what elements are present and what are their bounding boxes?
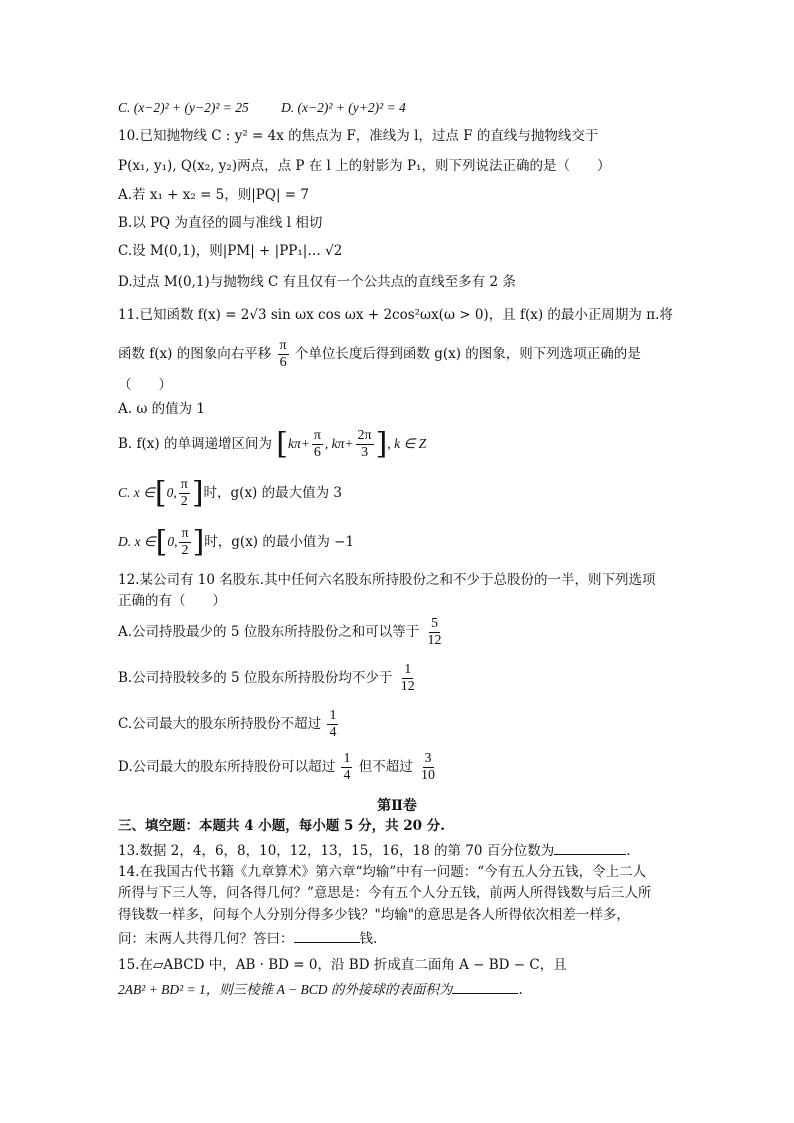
fraction-denominator: 12	[400, 679, 415, 694]
fraction-numerator: π	[181, 526, 189, 541]
answer-blank[interactable]	[554, 840, 626, 855]
q11-option-b	[118, 424, 426, 464]
fraction-numerator: 1	[329, 708, 337, 723]
q12-d-mid: 但不超过	[358, 759, 413, 775]
fraction-denominator: 6	[313, 445, 321, 460]
q11-d-post: 时，g(x) 的最小值为 −1	[204, 534, 355, 550]
q11-c-pre: C. x ∈	[118, 485, 155, 500]
q15-line2-post: .	[518, 982, 523, 998]
q11-b-part2: , kπ+	[324, 436, 354, 451]
q12-option-b	[118, 659, 419, 697]
q12-option-a	[118, 613, 446, 651]
q10-option-c: C.设 M(0,1)，则|PM| + |PP₁|… √2	[118, 243, 343, 259]
q9-options	[118, 98, 406, 118]
q12-d-fraction2	[419, 751, 437, 784]
fraction-denominator: 10	[421, 768, 436, 783]
q11-option-d	[118, 522, 354, 562]
q11-c-fraction	[179, 477, 190, 510]
fraction-numerator: 1	[404, 662, 412, 677]
q15-line2-pre: 2AB² + BD² = 1，则三棱锥 A − BCD 的外接球的表面积为	[118, 982, 453, 997]
q11-b-part1: kπ+	[287, 436, 310, 451]
q12-b-text: B.公司持股较多的 5 位股东所持股份均不少于	[118, 670, 393, 686]
q12-b-fraction	[399, 662, 417, 695]
fraction-denominator: 6	[279, 355, 287, 370]
q12-a-fraction	[426, 616, 444, 649]
q11-stem-line2	[118, 336, 641, 372]
left-bracket: [	[154, 475, 167, 511]
q13-end: .	[626, 843, 631, 859]
left-bracket: [	[276, 426, 288, 462]
q14-line4-post: 钱.	[359, 931, 378, 947]
q12-option-d	[118, 748, 439, 786]
q11-b-fraction2	[356, 428, 374, 461]
fraction-numerator: 5	[431, 616, 439, 631]
right-bracket: ]	[191, 475, 204, 511]
left-bracket: [	[155, 524, 168, 560]
q11-b-post: , k ∈ Z	[387, 436, 427, 451]
q11-stem2-pre: 函数 f(x) 的图象向右平移	[118, 346, 272, 362]
q12-d-text: D.公司最大的股东所持股份可以超过	[118, 759, 336, 775]
q14-line4-pre: 问：末两人共得几何？答曰：	[118, 931, 294, 947]
q12-c-fraction	[327, 708, 338, 741]
q15-line2	[118, 979, 523, 1000]
fraction-numerator: π	[313, 428, 321, 443]
q11-c-post: 时，g(x) 的最大值为 3	[203, 485, 342, 501]
q14-line2: 所得与下三人等，问各得几何？”意思是：今有五个人分五钱，前两人所得钱数与后三人所	[118, 885, 652, 901]
fill-in-section-heading: 三、填空题：本题共 4 小题，每小题 5 分，共 20 分.	[118, 818, 445, 834]
q13-text: 13.数据 2，4，6，8，10，12，13，15，16，18 的第 70 百分位数为	[118, 843, 555, 859]
fraction-denominator: 4	[329, 725, 337, 740]
q11-c-interval: 0,	[166, 485, 177, 500]
right-bracket: ]	[375, 426, 388, 462]
fraction-denominator: 2	[180, 494, 188, 509]
q9-option-d: D. (x−2)² + (y+2)² = 4	[281, 100, 406, 115]
q11-stem-line3: （ ）	[118, 377, 172, 393]
q10-option-d: D.过点 M(0,1)与抛物线 C 有且仅有一个公共点的直线至多有 2 条	[118, 274, 516, 290]
q12-stem-line1: 12.某公司有 10 名股东.其中任何六名股东所持股份之和不少于总股份的一半，则下列选项	[118, 572, 656, 588]
q14-line3: 得钱数一样多，问每个人分别分得多少钱？"均输"的意思是各人所得依次相差一样多，	[118, 907, 630, 923]
fraction-numerator: π	[180, 477, 188, 492]
q12-stem-line2: 正确的有（ ）	[118, 593, 226, 609]
q11-shift-fraction	[278, 338, 289, 371]
q11-d-pre: D. x ∈	[118, 534, 156, 549]
q13	[118, 840, 631, 861]
q11-stem2-post: 个单位长度后得到函数 g(x) 的图象，则下列选项正确的是	[294, 346, 641, 362]
q11-option-c	[118, 473, 342, 513]
q12-d-fraction1	[341, 751, 352, 784]
q9-option-c: C. (x−2)² + (y−2)² = 25	[118, 100, 249, 115]
q14-line1: 14.在我国古代书籍《九章算术》第六章“均输”中有一问题：“今有五人分五钱，令上二人	[118, 864, 647, 880]
q11-d-fraction	[179, 526, 190, 559]
q10-option-b: B.以 PQ 为直径的圆与准线 l 相切	[118, 215, 323, 231]
fraction-denominator: 4	[343, 768, 351, 783]
fraction-numerator: 1	[343, 751, 351, 766]
q12-c-text: C.公司最大的股东所持股份不超过	[118, 716, 322, 732]
part2-title: 第Ⅱ卷	[377, 798, 417, 814]
fraction-numerator: 2π	[357, 428, 372, 443]
q11-b-pre: B. f(x) 的单调递增区间为	[118, 436, 272, 452]
q14-line4	[118, 928, 377, 949]
right-bracket: ]	[192, 524, 205, 560]
fraction-denominator: 3	[361, 445, 369, 460]
fraction-numerator: π	[279, 338, 287, 353]
q11-option-a: A. ω 的值为 1	[118, 401, 206, 417]
q10-stem-line2: P(x₁, y₁), Q(x₂, y₂)两点，点 P 在 l 上的射影为 P₁，则下列说法正确的是（ ）	[118, 158, 611, 174]
fraction-denominator: 2	[181, 543, 189, 558]
q15-line1: 15.在▱ABCD 中，AB · BD = 0，沿 BD 折成直二面角 A − BD − C，且	[118, 957, 567, 973]
fraction-denominator: 12	[427, 633, 442, 648]
answer-blank[interactable]	[294, 928, 360, 943]
q11-stem-line1: 11.已知函数 f(x) = 2√3 sin ωx cos ωx + 2cos²ωx(ω > 0)，且 f(x) 的最小正周期为 π.将	[118, 307, 673, 323]
fraction-numerator: 3	[424, 751, 432, 766]
q10-option-a: A.若 x₁ + x₂ = 5，则|PQ| = 7	[118, 187, 309, 203]
q12-a-text: A.公司持股最少的 5 位股东所持股份之和可以等于	[118, 624, 420, 640]
answer-blank[interactable]	[452, 979, 518, 994]
q11-b-fraction1	[312, 428, 323, 461]
q10-stem-line1: 10.已知抛物线 C : y² = 4x 的焦点为 F，准线为 l，过点 F 的直线与抛物线交于	[118, 128, 599, 144]
q11-d-interval: 0,	[167, 534, 178, 549]
q12-option-c	[118, 705, 340, 743]
